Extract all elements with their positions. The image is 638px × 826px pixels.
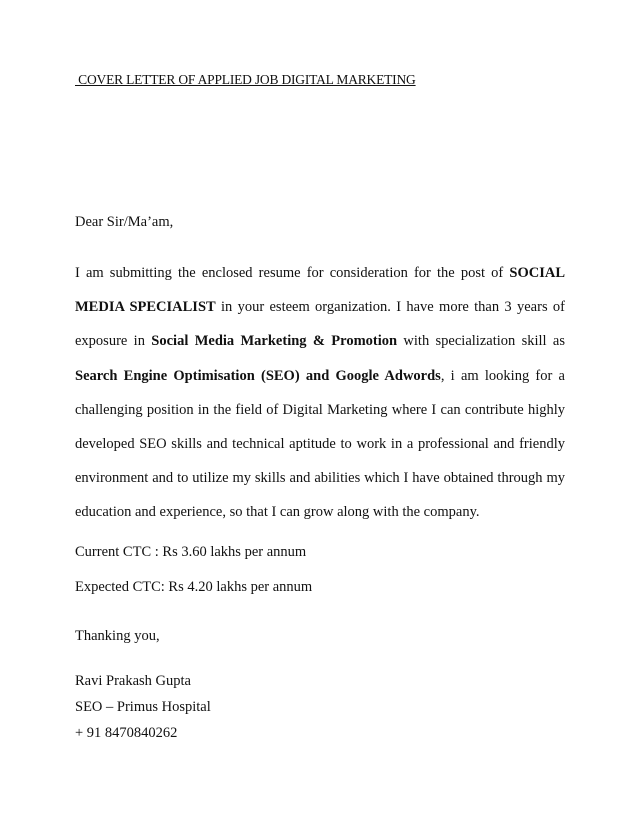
specialty-bold: Social Media Marketing & Promotion (151, 333, 398, 350)
body-paragraph (75, 256, 565, 530)
signature-role: SEO – Primus Hospital (75, 699, 211, 715)
signature-phone: + 91 8470840262 (75, 725, 178, 741)
expected-ctc: Expected CTC: Rs 4.20 lakhs per annum (75, 579, 313, 595)
body-text-4: , i am looking for a challenging position in the field of Digital Marketing where I can contribute highly developed SEO skills and technical aptitude to work in a professional and friendly environment and to utilize my skills and abilities which I have obtained through my education and experience, so that I can grow along with the company. (75, 367, 565, 521)
body-text-3: with specialization skill as (397, 333, 565, 350)
salutation: Dear Sir/Ma’am, (75, 214, 174, 230)
signature-name: Ravi Prakash Gupta (75, 673, 191, 689)
skills-bold: Search Engine Optimisation (SEO) and Google Adwords (75, 367, 441, 384)
body-text-1: I am submitting the enclosed resume for consideration for the post of (75, 265, 510, 281)
current-ctc: Current CTC : Rs 3.60 lakhs per annum (75, 544, 307, 560)
job-title-bold: SOCIAL MEDIA SPECIALIST (75, 265, 565, 316)
closing: Thanking you, (75, 628, 160, 644)
document-title: COVER LETTER OF APPLIED JOB DIGITAL MARKETING (75, 72, 416, 87)
body-text-2: in your esteem organization. I have more than 3 years of exposure in (75, 299, 565, 350)
